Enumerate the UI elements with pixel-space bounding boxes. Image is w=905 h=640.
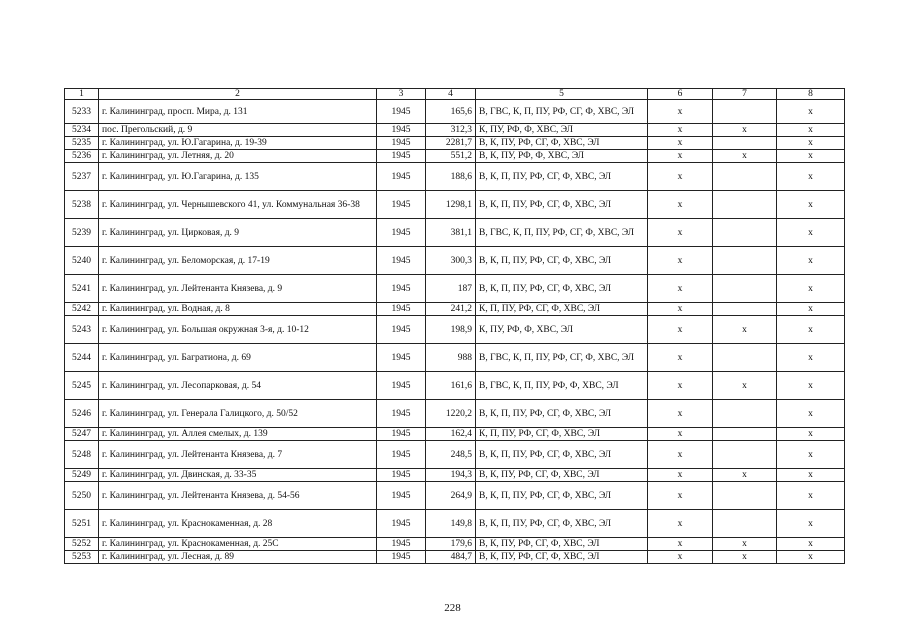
address-cell: г. Калининград, ул. Водная, д. 8 — [99, 303, 377, 316]
row-number-cell: 5245 — [65, 372, 99, 400]
column-8-cell: x — [777, 372, 845, 400]
column-7-cell — [713, 275, 777, 303]
row-number-cell: 5240 — [65, 247, 99, 275]
area-cell: 179,6 — [426, 538, 476, 551]
column-6-cell: x — [648, 303, 713, 316]
housing-registry-table — [64, 88, 845, 564]
year-cell: 1945 — [377, 510, 426, 538]
column-7-cell: x — [713, 316, 777, 344]
table-row — [65, 219, 845, 247]
services-cell: В, К, П, ПУ, РФ, СГ, Ф, ХВС, ЭЛ — [476, 441, 648, 469]
column-7-cell — [713, 441, 777, 469]
area-cell: 161,6 — [426, 372, 476, 400]
column-header: 7 — [713, 89, 777, 100]
services-cell: К, ПУ, РФ, Ф, ХВС, ЭЛ — [476, 124, 648, 137]
column-7-cell: x — [713, 469, 777, 482]
column-6-cell: x — [648, 191, 713, 219]
column-6-cell: x — [648, 316, 713, 344]
services-cell: В, К, П, ПУ, РФ, СГ, Ф, ХВС, ЭЛ — [476, 247, 648, 275]
table-row — [65, 124, 845, 137]
column-8-cell: x — [777, 191, 845, 219]
column-header: 2 — [99, 89, 377, 100]
services-cell: В, К, П, ПУ, РФ, СГ, Ф, ХВС, ЭЛ — [476, 275, 648, 303]
table-row — [65, 247, 845, 275]
year-cell: 1945 — [377, 150, 426, 163]
year-cell: 1945 — [377, 316, 426, 344]
row-number-cell: 5244 — [65, 344, 99, 372]
services-cell: К, П, ПУ, РФ, СГ, Ф, ХВС, ЭЛ — [476, 303, 648, 316]
services-cell: В, К, ПУ, РФ, СГ, Ф, ХВС, ЭЛ — [476, 137, 648, 150]
year-cell: 1945 — [377, 137, 426, 150]
column-6-cell: x — [648, 551, 713, 564]
column-8-cell: x — [777, 482, 845, 510]
area-cell: 264,9 — [426, 482, 476, 510]
row-number-cell: 5235 — [65, 137, 99, 150]
column-6-cell: x — [648, 247, 713, 275]
address-cell: г. Калининград, ул. Ю.Гагарина, д. 135 — [99, 163, 377, 191]
area-cell: 165,6 — [426, 100, 476, 124]
services-cell: В, К, П, ПУ, РФ, СГ, Ф, ХВС, ЭЛ — [476, 400, 648, 428]
table-row — [65, 344, 845, 372]
year-cell: 1945 — [377, 163, 426, 191]
column-6-cell: x — [648, 400, 713, 428]
area-cell: 241,2 — [426, 303, 476, 316]
services-cell: К, П, ПУ, РФ, СГ, Ф, ХВС, ЭЛ — [476, 428, 648, 441]
column-7-cell — [713, 137, 777, 150]
column-8-cell: x — [777, 303, 845, 316]
row-number-cell: 5253 — [65, 551, 99, 564]
column-6-cell: x — [648, 538, 713, 551]
column-6-cell: x — [648, 344, 713, 372]
row-number-cell: 5237 — [65, 163, 99, 191]
table-row — [65, 163, 845, 191]
area-cell: 149,8 — [426, 510, 476, 538]
column-7-cell: x — [713, 538, 777, 551]
address-cell: г. Калининград, ул. Двинская, д. 33-35 — [99, 469, 377, 482]
table-row — [65, 303, 845, 316]
column-8-cell: x — [777, 137, 845, 150]
area-cell: 248,5 — [426, 441, 476, 469]
year-cell: 1945 — [377, 247, 426, 275]
address-cell: г. Калининград, ул. Багратиона, д. 69 — [99, 344, 377, 372]
column-7-cell — [713, 219, 777, 247]
column-7-cell — [713, 482, 777, 510]
area-cell: 162,4 — [426, 428, 476, 441]
column-8-cell: x — [777, 428, 845, 441]
row-number-cell: 5250 — [65, 482, 99, 510]
column-7-cell: x — [713, 150, 777, 163]
table-row — [65, 469, 845, 482]
address-cell: г. Калининград, ул. Чернышевского 41, ул. Коммунальная 36-38 — [99, 191, 377, 219]
column-8-cell: x — [777, 316, 845, 344]
column-6-cell: x — [648, 428, 713, 441]
row-number-cell: 5243 — [65, 316, 99, 344]
services-cell: В, К, П, ПУ, РФ, СГ, Ф, ХВС, ЭЛ — [476, 191, 648, 219]
table-row — [65, 191, 845, 219]
row-number-cell: 5236 — [65, 150, 99, 163]
address-cell: г. Калининград, ул. Лейтенанта Князева, д. 9 — [99, 275, 377, 303]
address-cell: г. Калининград, ул. Аллея смелых, д. 139 — [99, 428, 377, 441]
year-cell: 1945 — [377, 191, 426, 219]
address-cell: г. Калининград, ул. Летняя, д. 20 — [99, 150, 377, 163]
area-cell: 198,9 — [426, 316, 476, 344]
row-number-cell: 5241 — [65, 275, 99, 303]
column-8-cell: x — [777, 150, 845, 163]
services-cell: В, ГВС, К, П, ПУ, РФ, Ф, ХВС, ЭЛ — [476, 372, 648, 400]
column-7-cell: x — [713, 124, 777, 137]
column-7-cell — [713, 163, 777, 191]
services-cell: В, ГВС, К, П, ПУ, РФ, СГ, Ф, ХВС, ЭЛ — [476, 219, 648, 247]
services-cell: В, К, П, ПУ, РФ, СГ, Ф, ХВС, ЭЛ — [476, 163, 648, 191]
table-row — [65, 150, 845, 163]
address-cell: г. Калининград, ул. Генерала Галицкого, д. 50/52 — [99, 400, 377, 428]
table-row — [65, 275, 845, 303]
column-8-cell: x — [777, 275, 845, 303]
services-cell: В, К, П, ПУ, РФ, СГ, Ф, ХВС, ЭЛ — [476, 482, 648, 510]
column-8-cell: x — [777, 247, 845, 275]
area-cell: 1220,2 — [426, 400, 476, 428]
column-6-cell: x — [648, 100, 713, 124]
column-header: 8 — [777, 89, 845, 100]
column-8-cell: x — [777, 100, 845, 124]
services-cell: В, ГВС, К, П, ПУ, РФ, СГ, Ф, ХВС, ЭЛ — [476, 344, 648, 372]
column-6-cell: x — [648, 469, 713, 482]
services-cell: В, К, ПУ, РФ, СГ, Ф, ХВС, ЭЛ — [476, 538, 648, 551]
column-6-cell: x — [648, 150, 713, 163]
year-cell: 1945 — [377, 100, 426, 124]
column-header: 6 — [648, 89, 713, 100]
table-row — [65, 551, 845, 564]
services-cell: В, К, ПУ, РФ, СГ, Ф, ХВС, ЭЛ — [476, 469, 648, 482]
column-8-cell: x — [777, 219, 845, 247]
area-cell: 300,3 — [426, 247, 476, 275]
table-row — [65, 372, 845, 400]
year-cell: 1945 — [377, 441, 426, 469]
column-8-cell: x — [777, 344, 845, 372]
table-row — [65, 441, 845, 469]
column-7-cell: x — [713, 551, 777, 564]
services-cell: В, ГВС, К, П, ПУ, РФ, СГ, Ф, ХВС, ЭЛ — [476, 100, 648, 124]
column-8-cell: x — [777, 538, 845, 551]
area-cell: 1298,1 — [426, 191, 476, 219]
column-8-cell: x — [777, 124, 845, 137]
column-6-cell: x — [648, 510, 713, 538]
services-cell: В, К, ПУ, РФ, Ф, ХВС, ЭЛ — [476, 150, 648, 163]
table-row — [65, 538, 845, 551]
area-cell: 551,2 — [426, 150, 476, 163]
table-row — [65, 100, 845, 124]
column-8-cell: x — [777, 469, 845, 482]
year-cell: 1945 — [377, 400, 426, 428]
table-row — [65, 482, 845, 510]
table-row — [65, 316, 845, 344]
column-7-cell — [713, 303, 777, 316]
area-cell: 988 — [426, 344, 476, 372]
area-cell: 194,3 — [426, 469, 476, 482]
table-row — [65, 428, 845, 441]
address-cell: г. Калининград, ул. Лесная, д. 89 — [99, 551, 377, 564]
column-6-cell: x — [648, 482, 713, 510]
row-number-cell: 5247 — [65, 428, 99, 441]
column-header: 1 — [65, 89, 99, 100]
area-cell: 187 — [426, 275, 476, 303]
column-6-cell: x — [648, 219, 713, 247]
year-cell: 1945 — [377, 303, 426, 316]
year-cell: 1945 — [377, 219, 426, 247]
area-cell: 2281,7 — [426, 137, 476, 150]
column-7-cell — [713, 191, 777, 219]
services-cell: К, ПУ, РФ, Ф, ХВС, ЭЛ — [476, 316, 648, 344]
table-row — [65, 510, 845, 538]
table-row — [65, 400, 845, 428]
row-number-cell: 5252 — [65, 538, 99, 551]
year-cell: 1945 — [377, 275, 426, 303]
address-cell: г. Калининград, ул. Большая окружная 3-я, д. 10-12 — [99, 316, 377, 344]
column-6-cell: x — [648, 137, 713, 150]
column-7-cell — [713, 400, 777, 428]
column-8-cell: x — [777, 510, 845, 538]
column-7-cell — [713, 428, 777, 441]
year-cell: 1945 — [377, 469, 426, 482]
address-cell: г. Калининград, ул. Ю.Гагарина, д. 19-39 — [99, 137, 377, 150]
column-8-cell: x — [777, 441, 845, 469]
row-number-cell: 5238 — [65, 191, 99, 219]
column-header: 5 — [476, 89, 648, 100]
services-cell: В, К, ПУ, РФ, СГ, Ф, ХВС, ЭЛ — [476, 551, 648, 564]
page-number: 228 — [444, 602, 461, 614]
area-cell: 312,3 — [426, 124, 476, 137]
column-6-cell: x — [648, 441, 713, 469]
column-6-cell: x — [648, 163, 713, 191]
address-cell: г. Калининград, ул. Лесопарковая, д. 54 — [99, 372, 377, 400]
column-8-cell: x — [777, 400, 845, 428]
row-number-cell: 5249 — [65, 469, 99, 482]
year-cell: 1945 — [377, 428, 426, 441]
address-cell: г. Калининград, ул. Лейтенанта Князева, д. 7 — [99, 441, 377, 469]
column-6-cell: x — [648, 124, 713, 137]
year-cell: 1945 — [377, 372, 426, 400]
address-cell: г. Калининград, просп. Мира, д. 131 — [99, 100, 377, 124]
column-header: 3 — [377, 89, 426, 100]
address-cell: пос. Прегольский, д. 9 — [99, 124, 377, 137]
area-cell: 484,7 — [426, 551, 476, 564]
row-number-cell: 5246 — [65, 400, 99, 428]
column-7-cell — [713, 100, 777, 124]
address-cell: г. Калининград, ул. Краснокаменная, д. 28 — [99, 510, 377, 538]
column-6-cell: x — [648, 275, 713, 303]
column-header: 4 — [426, 89, 476, 100]
year-cell: 1945 — [377, 551, 426, 564]
row-number-cell: 5248 — [65, 441, 99, 469]
column-8-cell: x — [777, 551, 845, 564]
address-cell: г. Калининград, ул. Краснокаменная, д. 25С — [99, 538, 377, 551]
year-cell: 1945 — [377, 344, 426, 372]
column-8-cell: x — [777, 163, 845, 191]
table-row — [65, 137, 845, 150]
column-7-cell — [713, 510, 777, 538]
area-cell: 381,1 — [426, 219, 476, 247]
column-7-cell: x — [713, 372, 777, 400]
row-number-cell: 5242 — [65, 303, 99, 316]
row-number-cell: 5233 — [65, 100, 99, 124]
year-cell: 1945 — [377, 124, 426, 137]
year-cell: 1945 — [377, 482, 426, 510]
services-cell: В, К, П, ПУ, РФ, СГ, Ф, ХВС, ЭЛ — [476, 510, 648, 538]
year-cell: 1945 — [377, 538, 426, 551]
row-number-cell: 5251 — [65, 510, 99, 538]
column-7-cell — [713, 344, 777, 372]
column-6-cell: x — [648, 372, 713, 400]
column-7-cell — [713, 247, 777, 275]
address-cell: г. Калининград, ул. Лейтенанта Князева, д. 54-56 — [99, 482, 377, 510]
row-number-cell: 5239 — [65, 219, 99, 247]
address-cell: г. Калининград, ул. Цирковая, д. 9 — [99, 219, 377, 247]
table-header-row — [65, 89, 845, 100]
address-cell: г. Калининград, ул. Беломорская, д. 17-19 — [99, 247, 377, 275]
row-number-cell: 5234 — [65, 124, 99, 137]
area-cell: 188,6 — [426, 163, 476, 191]
